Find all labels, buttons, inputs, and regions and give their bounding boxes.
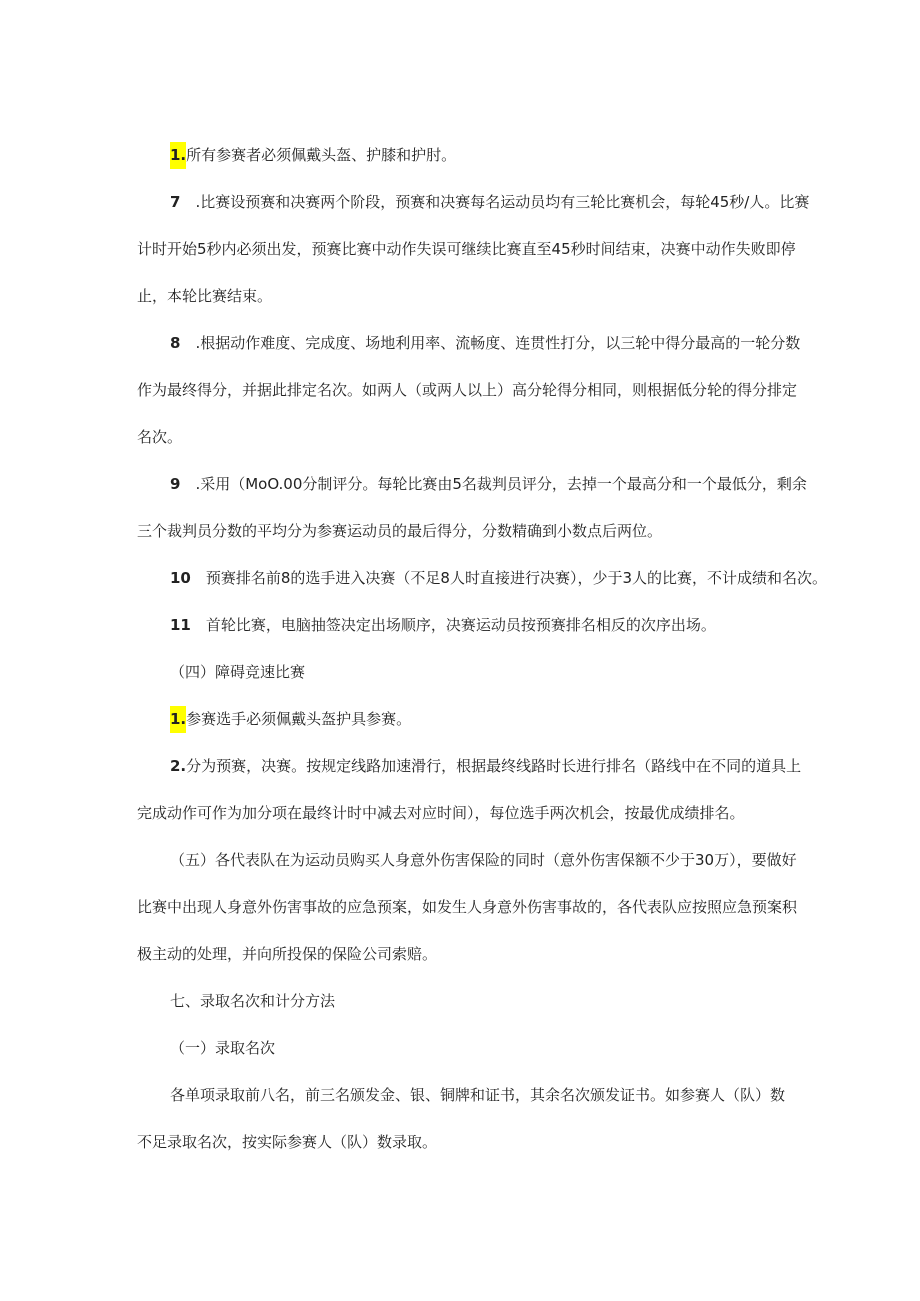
section-4-rule-1-number: 1. [170, 706, 186, 733]
section-4-rule-2-line-1: 分为预赛，决赛。按规定线路加速滑行，根据最终线路时长进行排名（路线中在不同的道具上 [186, 757, 802, 775]
rule-8-line-2: 作为最终得分，并据此排定名次。如两人（或两人以上）高分轮得分相同，则根据低分轮的得分排定 [137, 381, 798, 399]
rule-7-line-2: 计时开始5秒内必须出发，预赛比赛中动作失误可继续比赛直至45秒时间结束，决赛中动作失败即停 [137, 240, 796, 258]
rule-7-line-3: 止，本轮比赛结束。 [137, 287, 273, 305]
rule-9-line-1: .采用（MoO.00分制评分。每轮比赛由5名裁判员评分，去掉一个最高分和一个最低分，剩余 [195, 475, 807, 493]
rule-11-number: 11 [170, 616, 191, 634]
section-5-line-3: 极主动的处理，并向所投保的保险公司索赔。 [137, 945, 438, 963]
rule-8-line-3: 名次。 [137, 428, 183, 446]
rule-1-text: 所有参赛者必须佩戴头盔、护膝和护肘。 [186, 146, 457, 164]
section-5-line-2: 比赛中出现人身意外伤害事故的应急预案，如发生人身意外伤害事故的，各代表队应按照应急预案积 [137, 898, 798, 916]
rule-7-line-1: .比赛设预赛和决赛两个阶段，预赛和决赛每名运动员均有三轮比赛机会，每轮45秒/人。比赛 [195, 193, 810, 211]
section-4-rule-1-text: 参赛选手必须佩戴头盔护具参赛。 [186, 710, 412, 728]
rule-8-number: 8 [170, 334, 181, 352]
rule-1-number: 1. [170, 142, 186, 169]
rule-8-line-1: .根据动作难度、完成度、场地利用率、流畅度、连贯性打分，以三轮中得分最高的一轮分数 [195, 334, 801, 352]
rule-10-text: 预赛排名前8的选手进入决赛（不足8人时直接进行决赛），少于3人的比赛，不计成绩和名次。 [205, 569, 828, 587]
rule-11-text: 首轮比赛，电脑抽签决定出场顺序，决赛运动员按预赛排名相反的次序出场。 [205, 616, 716, 634]
document-page: 1.所有参赛者必须佩戴头盔、护膝和护肘。 7 .比赛设预赛和决赛两个阶段，预赛和决赛每名运动员均有三轮比赛机会，每轮45秒/人。比赛 计时开始5秒内必须出发，预赛比赛中动作失误可继续比赛直至45秒时间结束，决赛中动作失败即停 止，本轮比赛结束。 8 .根据动作难度、完成度、场地利用率、流畅度、连贯性打分，以三轮中得分最高的一轮分数 作为最终得分，并据此排定名次。如两人（或两人以上）高分轮得分相同，则根据低分轮的得分排定 名次。 9 .采用（MoO.00分制评分。每轮比赛由5名裁判员评分，去掉一个最高分和一个最低分，剩余 三个裁判员分数的平均分为参赛运动员的最后得分，分数精确到小数点后两位。 10 预赛排名前8的选手进入决赛（不足8人时直接进行决赛），少于3人的比赛，不计成绩和名次。 11 首轮比赛，电脑抽签决定出场顺序，决赛运动员按预赛排名相反的次序出场。 （四）障碍竞速比赛 1.参赛选手必须佩戴头盔护具参赛。 2.分为预赛，决赛。按规定线路加速滑行，根据最终线路时长进行排名（路线中在不同的道具上 完成动作可作为加分项在最终计时中减去对应时间），每位选手两次机会，按最优成绩排名。 （五）各代表队在为运动员购买人身意外伤害保险的同时（意外伤害保额不少于30万），要做好 比赛中出现人身意外伤害事故的应急预案，如发生人身意外伤害事故的，各代表队应按照应急预案积 极主动的处理，并向所投保的保险公司索赔。 七、录取名次和计分方法 （一）录取名次 各单项录取前八名，前三名颁发金、银、铜牌和证书，其余名次颁发证书。如参赛人（队）数 不足录取名次，按实际参赛人（队）数录取。 [0, 0, 920, 1301]
ranking-line-2: 不足录取名次，按实际参赛人（队）数录取。 [137, 1133, 438, 1151]
section-4-rule-2-line-2: 完成动作可作为加分项在最终计时中减去对应时间），每位选手两次机会，按最优成绩排名。 [137, 804, 745, 822]
rule-7-number: 7 [170, 193, 181, 211]
rule-9-line-2: 三个裁判员分数的平均分为参赛运动员的最后得分，分数精确到小数点后两位。 [137, 522, 663, 540]
section-4-rule-2-number: 2. [170, 757, 187, 775]
rule-9-number: 9 [170, 475, 181, 493]
ranking-line-1: 各单项录取前八名，前三名颁发金、银、铜牌和证书，其余名次颁发证书。如参赛人（队）数 [170, 1086, 786, 1104]
rule-10-number: 10 [170, 569, 191, 587]
section-5-line-1: （五）各代表队在为运动员购买人身意外伤害保险的同时（意外伤害保额不少于30万），要做好 [170, 851, 797, 869]
